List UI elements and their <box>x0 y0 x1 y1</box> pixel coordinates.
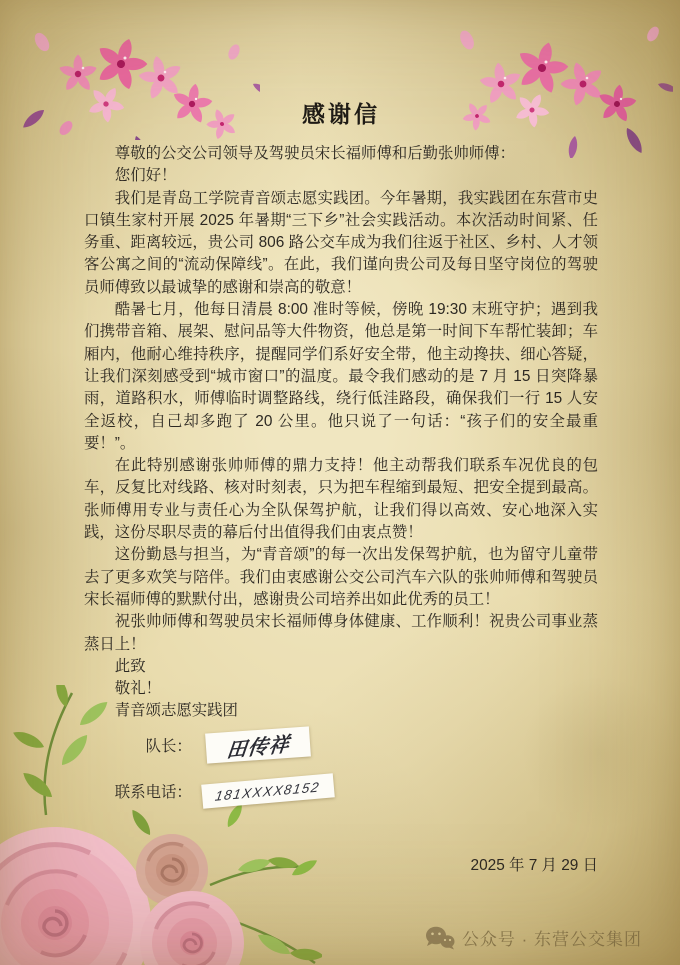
leader-label: 队长： <box>145 737 192 755</box>
greeting: 您们好！ <box>114 167 177 185</box>
paragraph-3: 在此特别感谢张帅师傅的鼎力支持！他主动帮我们联系车况优良的包车，反复比对线路、核对时刻表，只为把车程缩到最短、把安全提到最高。张师傅用专业与责任心为全队保驾护航，让我们得以高效、安心地深入实践，这份尽职尽责的幕后付出值得我们由衷点赞！ <box>84 457 598 542</box>
team-name: 青音颂志愿实践团 <box>114 702 238 720</box>
paragraph-4: 这份勤恳与担当，为“青音颂”的每一次出发保驾护航，也为留守儿童带去了更多欢笑与陪伴。我们由衷感谢公交公司汽车六队的张帅师傅和驾驶员宋长福师傅的默默付出，感谢贵公司培养出如此优秀的员工！ <box>84 546 598 608</box>
leader-signature-row <box>84 729 598 761</box>
leader-signature-handwriting: 田传祥 <box>224 732 291 762</box>
paragraph-2: 酷暑七月，他每日清晨 8:00 准时等候，傍晚 19:30 末班守护；遇到我们携带音箱、展架、慰问品等大件物资，他总是第一时间下车帮忙装卸；车厢内，他耐心维持秩序，提醒同学们系好安全带，他主动搀扶、细心答疑，让我们深刻感受到“城市窗口”的温度。最令我们感动的是 7 月 15 日突降暴雨，道路积水，师傅临时调整路线，绕行低洼路段，确保我们一行 15 人安全返校，自己却多跑了 20 公里。他只说了一句话：“孩子们的安全最重要！”。 <box>84 301 598 452</box>
letter-date: 2025 年 7 月 29 日 <box>470 857 598 874</box>
paragraph-1: 我们是青岛工学院青音颂志愿实践团。今年暑期，我实践团在东营市史口镇生家村开展 2025 年暑期“三下乡”社会实践活动。本次活动时间紧、任务重、距离较远，贵公司 806 路公交车成为我们往返于社区、乡村、人才领客公寓之间的“流动保障线”。在此，我们谨向贵公司及每日坚守岗位的驾驶员师傅致以最诚挚的感谢和崇高的敬意！ <box>84 189 598 296</box>
page-title: 感谢信 <box>302 101 380 127</box>
wechat-icon <box>425 926 455 950</box>
public-account-badge <box>425 925 642 950</box>
phone-handwriting: 181XXXX8152 <box>214 778 322 803</box>
paragraph-5: 祝张帅师傅和驾驶员宋长福师傅身体健康、工作顺利！祝贵公司事业蒸蒸日上！ <box>84 613 598 653</box>
letter-body <box>84 143 598 723</box>
closing-cizhi: 此致 <box>114 657 146 675</box>
salutation: 尊敬的公交公司领导及驾驶员宋长福师傅和后勤张帅师傅： <box>114 145 515 162</box>
closing-jingli: 敬礼！ <box>114 680 161 698</box>
leader-signature-strip <box>205 726 311 763</box>
phone-row <box>84 775 598 807</box>
phone-strip <box>201 773 335 808</box>
phone-label: 联系电话： <box>114 783 192 801</box>
public-account-text: 公众号 · 东营公交集团 <box>461 930 642 949</box>
